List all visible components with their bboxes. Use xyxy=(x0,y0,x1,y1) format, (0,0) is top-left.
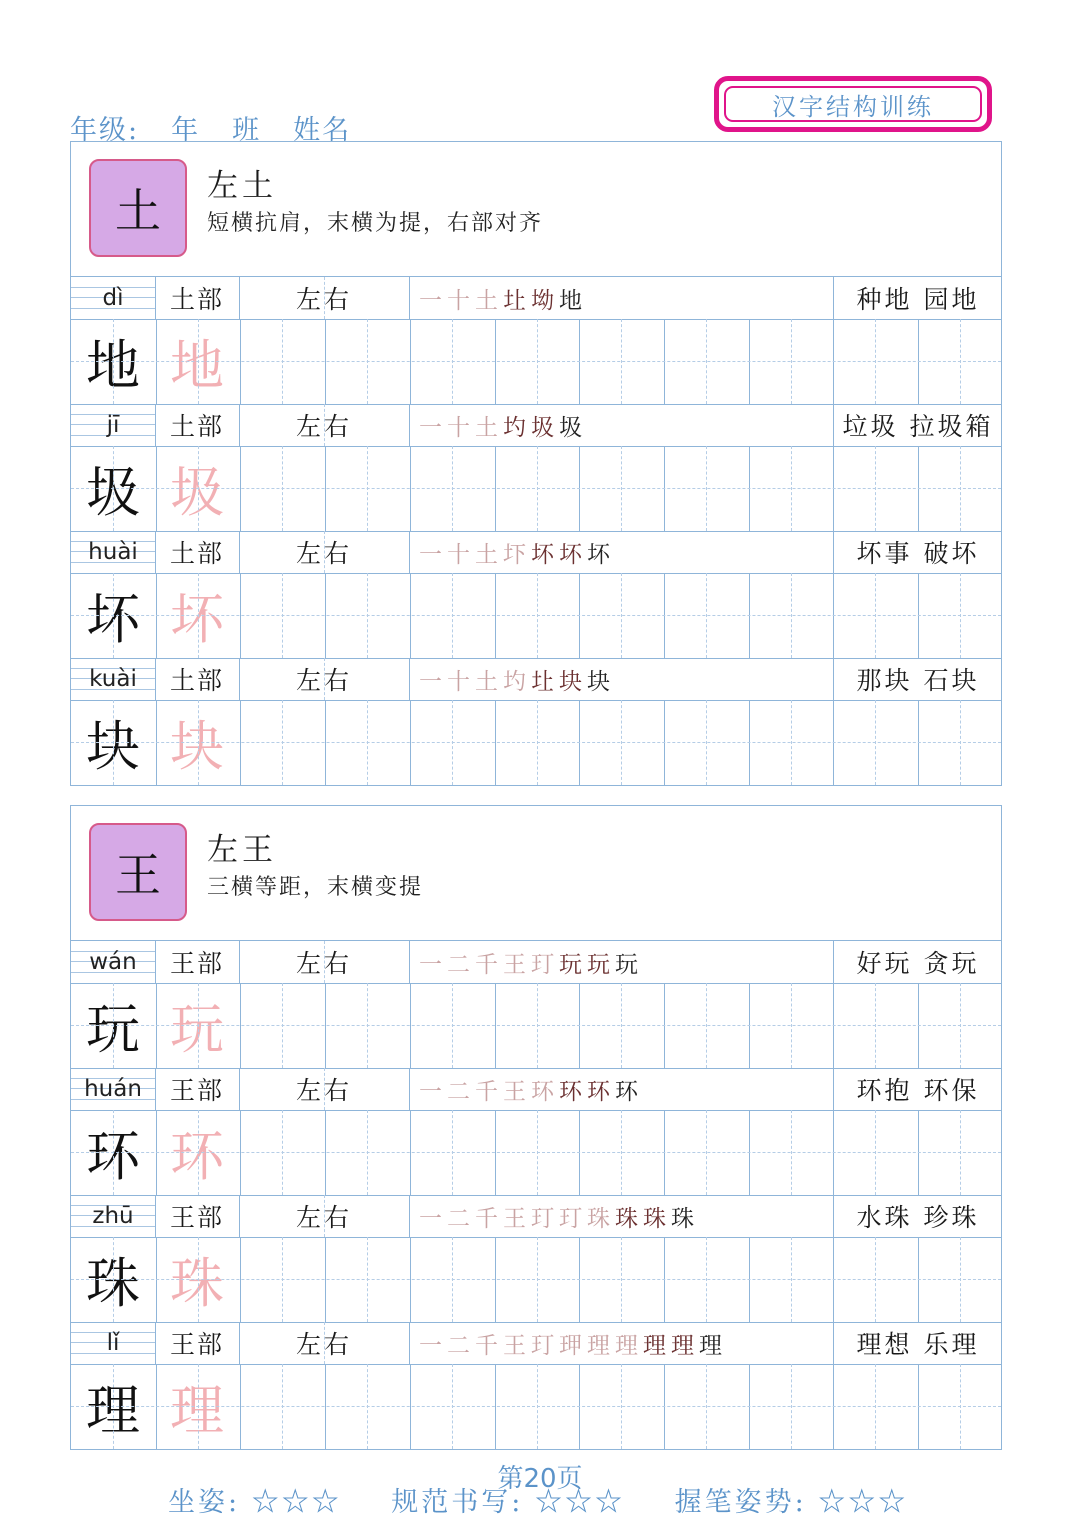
class-label: 班 xyxy=(232,115,262,146)
practice-grid xyxy=(71,573,1001,659)
grid-dash xyxy=(324,277,325,319)
character-info-row xyxy=(71,1195,1001,1238)
page-number: 第20页 xyxy=(497,1464,583,1494)
radical-label: 土部 xyxy=(169,666,224,695)
practice-cell[interactable] xyxy=(579,1364,664,1449)
stroke-step: 千 xyxy=(475,1205,503,1232)
stroke-step: 理 xyxy=(699,1332,727,1359)
stroke-step: 一 xyxy=(419,287,447,314)
grid-divider xyxy=(155,531,156,573)
grid-dash xyxy=(324,404,325,446)
stroke-step: 玩 xyxy=(587,951,615,978)
grid-divider xyxy=(155,658,156,700)
practice-cell[interactable] xyxy=(495,319,580,404)
stroke-step: 土 xyxy=(475,668,503,695)
structure-label: 左右 xyxy=(295,285,352,314)
practice-cell[interactable] xyxy=(749,573,834,658)
practice-cell[interactable] xyxy=(918,446,1003,531)
stroke-step: 二 xyxy=(447,1078,475,1105)
example-words: 种地 园地 xyxy=(856,285,980,314)
grid-dash xyxy=(324,1068,325,1110)
stroke-order xyxy=(409,531,833,573)
example-words: 那块 石块 xyxy=(856,666,980,695)
structure-label: 左右 xyxy=(295,949,352,978)
practice-cell[interactable] xyxy=(833,1237,918,1322)
practice-cell[interactable] xyxy=(579,319,664,404)
practice-cell[interactable] xyxy=(579,573,664,658)
writing-label: 规范书写: xyxy=(391,1487,524,1518)
stroke-step: 玩 xyxy=(559,951,587,978)
stroke-step: 环 xyxy=(531,1078,559,1105)
trace-character: 理 xyxy=(170,1379,224,1442)
stroke-step: 玩 xyxy=(615,951,643,978)
section-header xyxy=(71,142,1001,277)
stroke-step: 王 xyxy=(503,1332,531,1359)
grid-divider xyxy=(833,1068,834,1110)
grid-divider xyxy=(833,277,834,319)
stroke-step: 珠 xyxy=(587,1205,615,1232)
stroke-order xyxy=(409,658,833,700)
grid-divider xyxy=(409,531,410,573)
grip-stars[interactable]: ☆☆☆ xyxy=(818,1487,909,1518)
stroke-step: 环 xyxy=(587,1078,615,1105)
self-rating xyxy=(168,1480,946,1519)
posture-stars[interactable]: ☆☆☆ xyxy=(251,1487,342,1518)
year-label: 年 xyxy=(171,115,201,146)
stroke-order xyxy=(409,1195,833,1237)
radical-label: 土部 xyxy=(169,412,224,441)
practice-cell[interactable] xyxy=(833,319,918,404)
practice-cell[interactable] xyxy=(579,983,664,1068)
trace-character: 块 xyxy=(170,715,224,778)
practice-cell[interactable] xyxy=(325,1110,410,1195)
practice-cell[interactable] xyxy=(918,1237,1003,1322)
stroke-step: 块 xyxy=(587,668,615,695)
grid-divider xyxy=(239,404,240,446)
practice-grid xyxy=(71,983,1001,1069)
stroke-step: 玎 xyxy=(531,951,559,978)
pinyin-label: huán xyxy=(71,1068,155,1110)
grade-label: 年级: xyxy=(70,115,140,146)
structure-label: 左右 xyxy=(295,1330,352,1359)
model-character: 地 xyxy=(86,334,140,397)
character-block xyxy=(71,1068,1001,1195)
grid-dash xyxy=(324,531,325,573)
character-info-row xyxy=(71,1322,1001,1365)
stroke-step: 十 xyxy=(447,668,475,695)
section-title: 左土 xyxy=(207,168,277,204)
grid-divider xyxy=(239,658,240,700)
stroke-step: 坏 xyxy=(559,541,587,568)
practice-cell[interactable] xyxy=(664,1364,749,1449)
practice-cell[interactable] xyxy=(240,1110,325,1195)
worksheet-title: 汉字结构训练 xyxy=(724,86,982,122)
stroke-step: 地 xyxy=(559,287,587,314)
practice-cell[interactable] xyxy=(240,700,325,785)
stroke-step: 理 xyxy=(615,1332,643,1359)
stroke-step: 坳 xyxy=(531,287,559,314)
practice-cell[interactable] xyxy=(833,446,918,531)
grid-divider xyxy=(409,941,410,983)
stroke-step: 一 xyxy=(419,541,447,568)
practice-cell[interactable] xyxy=(325,573,410,658)
radical-label: 王部 xyxy=(169,949,224,978)
stroke-step: 块 xyxy=(559,668,587,695)
stroke-step: 二 xyxy=(447,951,475,978)
practice-cell[interactable] xyxy=(325,1237,410,1322)
character-info-row xyxy=(71,531,1001,574)
stroke-step: 土 xyxy=(475,541,503,568)
character-info-row xyxy=(71,658,1001,701)
grid-divider xyxy=(409,404,410,446)
grid-divider xyxy=(833,1322,834,1364)
pinyin-label: wán xyxy=(71,941,155,983)
stroke-step: 十 xyxy=(447,414,475,441)
radical-label: 土部 xyxy=(169,285,224,314)
radical-label: 王部 xyxy=(169,1076,224,1105)
stroke-step: 千 xyxy=(475,951,503,978)
stroke-step: 一 xyxy=(419,668,447,695)
pinyin-label: lǐ xyxy=(71,1322,155,1364)
stroke-step: 珠 xyxy=(671,1205,699,1232)
stroke-step: 一 xyxy=(419,1332,447,1359)
character-block xyxy=(71,404,1001,531)
practice-cell[interactable] xyxy=(410,319,495,404)
stroke-order xyxy=(409,941,833,983)
grid-divider xyxy=(409,1195,410,1237)
practice-cell[interactable] xyxy=(918,573,1003,658)
character-info-row xyxy=(71,941,1001,984)
practice-cell[interactable] xyxy=(495,573,580,658)
practice-cell[interactable] xyxy=(495,1237,580,1322)
practice-cell[interactable] xyxy=(749,700,834,785)
stroke-order xyxy=(409,277,833,319)
grid-divider xyxy=(239,941,240,983)
pinyin-label: jī xyxy=(71,404,155,446)
writing-stars[interactable]: ☆☆☆ xyxy=(535,1487,625,1518)
stroke-step: 环 xyxy=(559,1078,587,1105)
structure-label: 左右 xyxy=(295,666,352,695)
practice-cell[interactable] xyxy=(410,446,495,531)
stroke-step: 一 xyxy=(419,1205,447,1232)
practice-cell[interactable] xyxy=(325,446,410,531)
pinyin-label: kuài xyxy=(71,658,155,700)
stroke-step: 土 xyxy=(475,414,503,441)
practice-cell[interactable] xyxy=(579,1237,664,1322)
pinyin-label: dì xyxy=(71,277,155,319)
practice-cell[interactable] xyxy=(664,319,749,404)
practice-cell[interactable] xyxy=(495,1110,580,1195)
structure-label: 左右 xyxy=(295,1203,352,1232)
radical-section-wang xyxy=(70,805,1002,1450)
stroke-step: 二 xyxy=(447,1332,475,1359)
practice-cell[interactable] xyxy=(749,1110,834,1195)
structure-label: 左右 xyxy=(295,539,352,568)
practice-cell[interactable] xyxy=(579,700,664,785)
practice-cell[interactable] xyxy=(918,1110,1003,1195)
practice-cell[interactable] xyxy=(410,983,495,1068)
practice-cell[interactable] xyxy=(495,446,580,531)
stroke-step: 玾 xyxy=(559,1332,587,1359)
pinyin-label: zhū xyxy=(71,1195,155,1237)
practice-cell[interactable] xyxy=(833,1110,918,1195)
stroke-step: 理 xyxy=(587,1332,615,1359)
practice-cell[interactable] xyxy=(749,1237,834,1322)
practice-cell[interactable] xyxy=(325,1364,410,1449)
model-character: 理 xyxy=(86,1379,140,1442)
pinyin-label: huài xyxy=(71,531,155,573)
example-words: 好玩 贪玩 xyxy=(856,949,980,978)
stroke-step: 圴 xyxy=(503,414,531,441)
radical-badge: 土 xyxy=(89,159,187,257)
stroke-step: 玎 xyxy=(559,1205,587,1232)
structure-label: 左右 xyxy=(295,1076,352,1105)
stroke-step: 圵 xyxy=(503,287,531,314)
trace-character: 珠 xyxy=(170,1252,224,1315)
grid-divider xyxy=(833,404,834,446)
grid-divider xyxy=(239,1322,240,1364)
stroke-step: 理 xyxy=(643,1332,671,1359)
practice-cell[interactable] xyxy=(325,983,410,1068)
grid-divider xyxy=(155,1195,156,1237)
posture-rating xyxy=(168,1487,342,1518)
grid-divider xyxy=(155,404,156,446)
structure-label: 左右 xyxy=(295,412,352,441)
practice-cell[interactable] xyxy=(664,446,749,531)
grid-divider xyxy=(833,531,834,573)
stroke-order xyxy=(409,404,833,446)
example-words: 坏事 破坏 xyxy=(856,539,980,568)
practice-cell[interactable] xyxy=(749,983,834,1068)
posture-label: 坐姿: xyxy=(168,1487,241,1518)
stroke-step: 圷 xyxy=(503,541,531,568)
practice-cell[interactable] xyxy=(325,700,410,785)
practice-cell[interactable] xyxy=(918,1364,1003,1449)
stroke-step: 王 xyxy=(503,1205,531,1232)
section-description: 短横抗肩，末横为提，右部对齐 xyxy=(207,211,544,236)
practice-cell[interactable] xyxy=(240,573,325,658)
stroke-step: 珠 xyxy=(615,1205,643,1232)
practice-cell[interactable] xyxy=(664,573,749,658)
grid-dash xyxy=(324,1322,325,1364)
grid-divider xyxy=(239,1195,240,1237)
grid-divider xyxy=(155,1068,156,1110)
practice-cell[interactable] xyxy=(664,983,749,1068)
trace-character: 玩 xyxy=(170,998,224,1061)
grid-divider xyxy=(239,1068,240,1110)
practice-grid xyxy=(71,1364,1001,1449)
stroke-step: 玎 xyxy=(531,1332,559,1359)
name-label: 姓名 xyxy=(293,115,352,146)
practice-cell[interactable] xyxy=(833,573,918,658)
stroke-step: 千 xyxy=(475,1332,503,1359)
character-block xyxy=(71,941,1001,1068)
character-info-row xyxy=(71,404,1001,447)
stroke-step: 王 xyxy=(503,1078,531,1105)
radical-label: 王部 xyxy=(169,1203,224,1232)
practice-cell[interactable] xyxy=(918,319,1003,404)
grid-dash xyxy=(324,658,325,700)
practice-cell[interactable] xyxy=(749,446,834,531)
practice-cell[interactable] xyxy=(918,983,1003,1068)
stroke-step: 王 xyxy=(503,951,531,978)
practice-cell[interactable] xyxy=(833,700,918,785)
practice-cell[interactable] xyxy=(664,1237,749,1322)
model-character: 玩 xyxy=(86,998,140,1061)
practice-cell[interactable] xyxy=(833,983,918,1068)
model-character: 珠 xyxy=(86,1252,140,1315)
practice-cell[interactable] xyxy=(410,1364,495,1449)
stroke-step: 坏 xyxy=(531,541,559,568)
practice-cell[interactable] xyxy=(749,1364,834,1449)
stroke-step: 二 xyxy=(447,1205,475,1232)
stroke-step: 千 xyxy=(475,1078,503,1105)
character-block xyxy=(71,1322,1001,1449)
practice-cell[interactable] xyxy=(240,446,325,531)
character-info-row xyxy=(71,1068,1001,1111)
character-info-row xyxy=(71,277,1001,320)
practice-cell[interactable] xyxy=(664,700,749,785)
writing-rating xyxy=(391,1487,625,1518)
example-words: 垃圾 拉圾箱 xyxy=(842,412,994,441)
stroke-step: 珠 xyxy=(643,1205,671,1232)
stroke-step: 一 xyxy=(419,414,447,441)
practice-cell[interactable] xyxy=(495,983,580,1068)
stroke-order xyxy=(409,1068,833,1110)
grid-dash xyxy=(324,941,325,983)
section-title: 左王 xyxy=(207,832,277,868)
grip-label: 握笔姿势: xyxy=(674,1487,807,1518)
practice-cell[interactable] xyxy=(495,700,580,785)
stroke-step: 圾 xyxy=(531,414,559,441)
section-description: 三横等距，末横变提 xyxy=(207,875,424,900)
practice-cell[interactable] xyxy=(325,319,410,404)
example-words: 水珠 珍珠 xyxy=(856,1203,980,1232)
grid-dash xyxy=(324,1195,325,1237)
grid-divider xyxy=(409,658,410,700)
trace-character: 圾 xyxy=(170,461,224,524)
stroke-step: 圾 xyxy=(559,414,587,441)
radical-label: 王部 xyxy=(169,1330,224,1359)
stroke-step: 土 xyxy=(475,287,503,314)
character-block xyxy=(71,277,1001,404)
practice-grid xyxy=(71,446,1001,532)
practice-cell[interactable] xyxy=(410,1110,495,1195)
stroke-step: 玎 xyxy=(531,1205,559,1232)
grid-divider xyxy=(833,941,834,983)
stroke-order xyxy=(409,1322,833,1364)
stroke-step: 理 xyxy=(671,1332,699,1359)
stroke-step: 环 xyxy=(615,1078,643,1105)
stroke-step: 坏 xyxy=(587,541,615,568)
grid-divider xyxy=(409,1068,410,1110)
model-character: 圾 xyxy=(86,461,140,524)
model-character: 坏 xyxy=(86,588,140,651)
section-header xyxy=(71,806,1001,941)
example-words: 环抱 环保 xyxy=(856,1076,980,1105)
character-block xyxy=(71,531,1001,658)
practice-cell[interactable] xyxy=(410,1237,495,1322)
grid-divider xyxy=(409,277,410,319)
grid-divider xyxy=(155,277,156,319)
stroke-step: 一 xyxy=(419,951,447,978)
grip-rating xyxy=(675,1487,909,1518)
radical-section-tu xyxy=(70,141,1002,786)
trace-character: 环 xyxy=(170,1125,224,1188)
practice-grid xyxy=(71,700,1001,785)
character-block xyxy=(71,1195,1001,1322)
practice-cell[interactable] xyxy=(579,446,664,531)
trace-character: 地 xyxy=(170,334,224,397)
grid-divider xyxy=(155,941,156,983)
worksheet-title-badge xyxy=(714,76,992,132)
radical-label: 土部 xyxy=(169,539,224,568)
practice-cell[interactable] xyxy=(410,573,495,658)
model-character: 块 xyxy=(86,715,140,778)
grid-divider xyxy=(239,531,240,573)
stroke-step: 十 xyxy=(447,287,475,314)
practice-grid xyxy=(71,1110,1001,1196)
practice-cell[interactable] xyxy=(240,319,325,404)
practice-cell[interactable] xyxy=(833,1364,918,1449)
practice-cell[interactable] xyxy=(240,1237,325,1322)
grid-divider xyxy=(833,1195,834,1237)
example-words: 理想 乐理 xyxy=(856,1330,980,1359)
practice-cell[interactable] xyxy=(240,983,325,1068)
practice-cell[interactable] xyxy=(240,1364,325,1449)
practice-cell[interactable] xyxy=(495,1364,580,1449)
trace-character: 坏 xyxy=(170,588,224,651)
stroke-step: 圴 xyxy=(503,668,531,695)
stroke-step: 圵 xyxy=(531,668,559,695)
practice-grid xyxy=(71,319,1001,405)
grid-divider xyxy=(409,1322,410,1364)
grid-divider xyxy=(833,658,834,700)
practice-grid xyxy=(71,1237,1001,1323)
practice-cell[interactable] xyxy=(410,700,495,785)
character-block xyxy=(71,658,1001,785)
stroke-step: 一 xyxy=(419,1078,447,1105)
grid-divider xyxy=(155,1322,156,1364)
grid-divider xyxy=(239,277,240,319)
practice-cell[interactable] xyxy=(664,1110,749,1195)
model-character: 环 xyxy=(86,1125,140,1188)
practice-cell[interactable] xyxy=(749,319,834,404)
practice-cell[interactable] xyxy=(918,700,1003,785)
practice-cell[interactable] xyxy=(579,1110,664,1195)
radical-badge: 王 xyxy=(89,823,187,921)
stroke-step: 十 xyxy=(447,541,475,568)
